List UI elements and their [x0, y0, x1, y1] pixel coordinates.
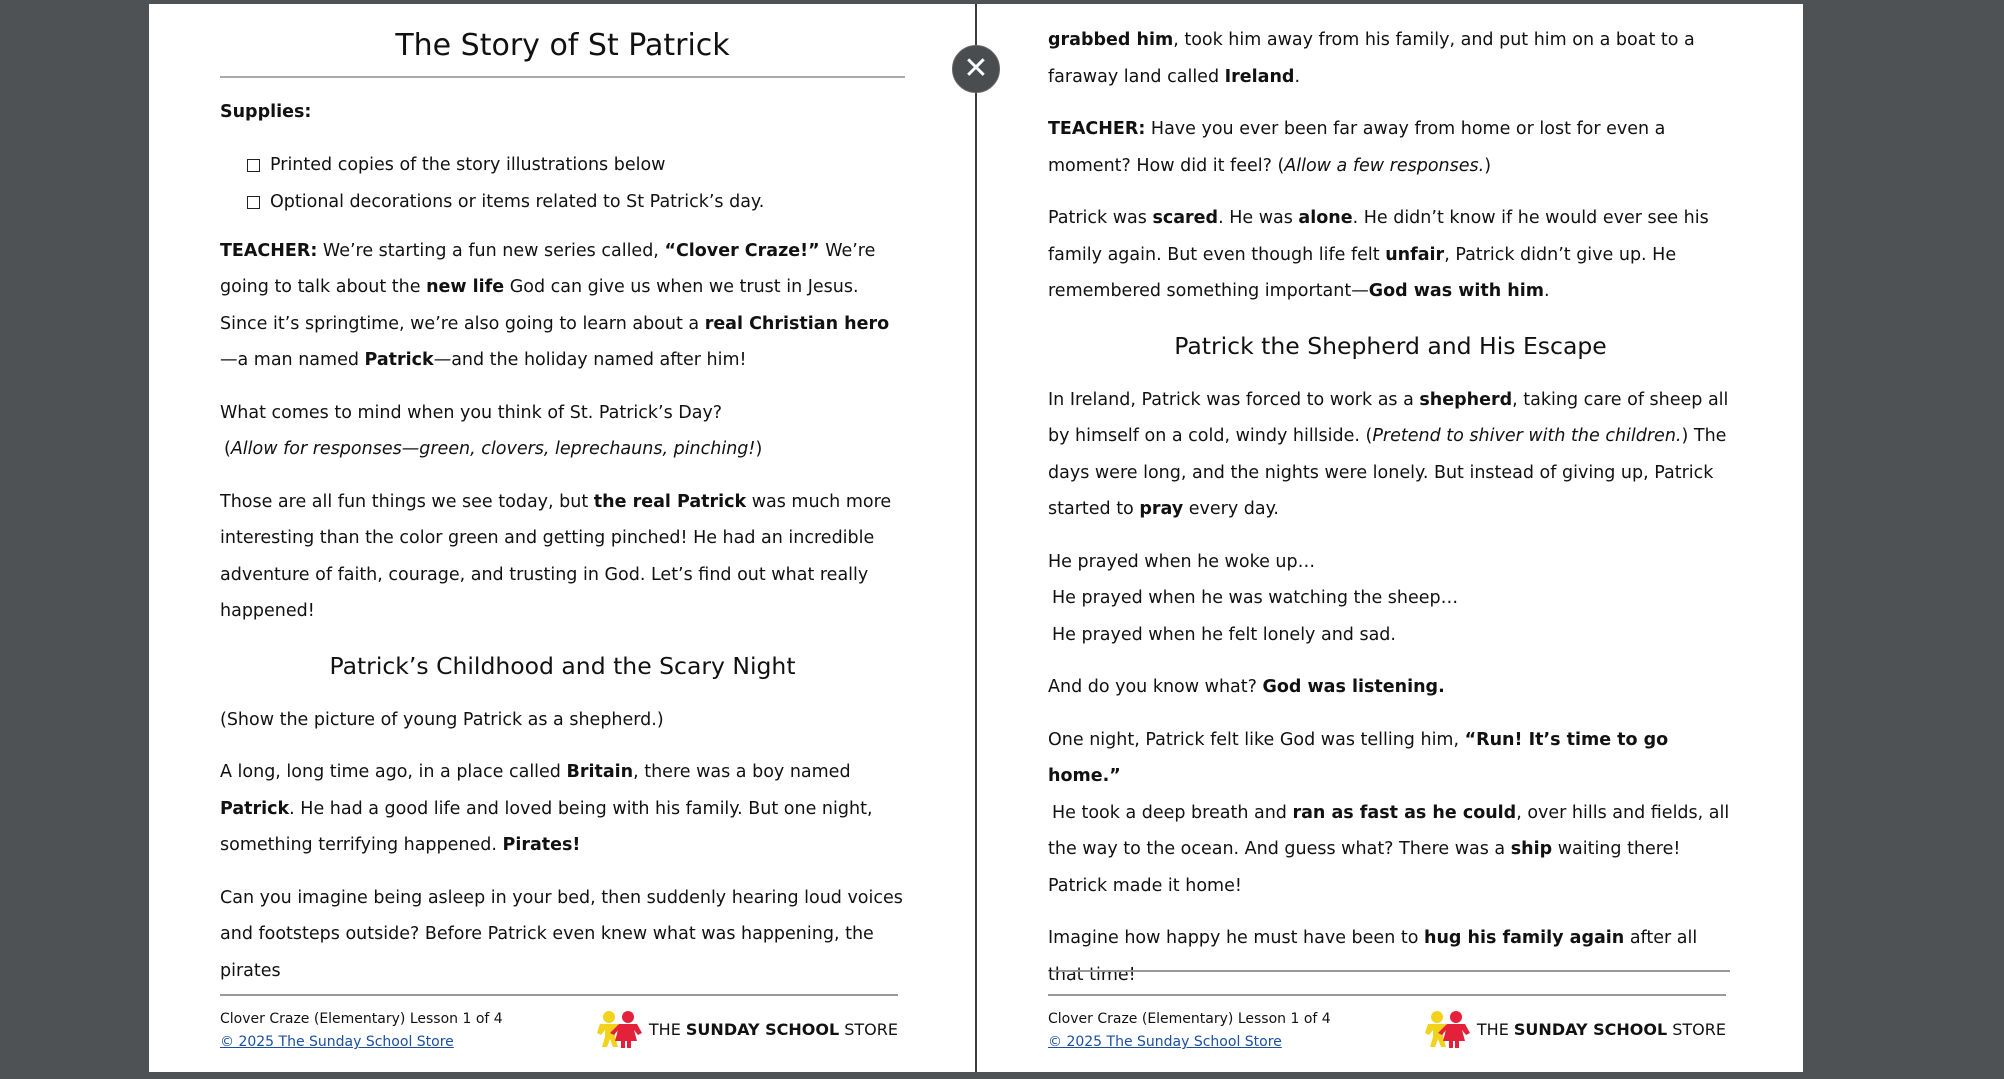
britain-paragraph: A long, long time ago, in a place called Britain, there was a boy named Patrick. He had a good life and loved being with his family. But one night, something terrifying happened. Pirates!	[220, 762, 873, 855]
imagine-paragraph: Can you imagine being asleep in your bed, then suddenly hearing loud voices and footsteps outside? Before Patrick even knew what was happening, the pirates	[220, 887, 903, 981]
section-heading-childhood: Patrick’s Childhood and the Scary Night	[329, 651, 796, 680]
hug-paragraph: Imagine how happy he must have been to hug his family again after all that time!	[1048, 928, 1698, 985]
intro-paragraph: TEACHER: We’re starting a fun new series called, “Clover Craze!” We’re going to talk about the new life God can give us when we trust in Jesus. Since it’s springtime, we’re also going to learn about a real Christian hero—a man named Patrick—and the holiday named after him!	[220, 240, 890, 370]
question-paragraph: What comes to mind when you think of St. Patrick’s Day? (Allow for responses—green, clovers, leprechauns, pinching!)	[220, 402, 763, 459]
supplies-label: Supplies:	[220, 102, 312, 122]
close-button[interactable]	[952, 45, 1000, 93]
prayed-paragraph: He prayed when he woke up… He prayed when he was watching the sheep… He prayed when he felt lonely and sad.	[1048, 551, 1459, 645]
ireland-paragraph: In Ireland, Patrick was forced to work as a shepherd, taking care of sheep all by himself on a cold, windy hillside. (Pretend to shiver with the children.) The days were long, and the nights were lonely. But instead of giving up, Patrick started to pray every day.	[1048, 389, 1729, 519]
real-patrick-paragraph: Those are all fun things we see today, but the real Patrick was much more interesting than the color green and getting pinched! He had an incredible adventure of faith, courage, and trusting in God. Let’s find out what really happened!	[220, 491, 892, 621]
page-footer	[220, 994, 898, 1050]
close-icon: ✕	[963, 51, 989, 86]
teacher-question-paragraph: TEACHER: Have you ever been far away from home or lost for even a moment? How did it feel? (Allow a few responses.)	[1048, 119, 1666, 176]
document-page-2	[977, 4, 1803, 1072]
listening-paragraph: And do you know what? God was listening.	[1048, 677, 1445, 697]
page-content	[220, 26, 905, 1005]
separator-line	[1052, 970, 1730, 972]
document-title: The Story of St Patrick	[220, 26, 905, 78]
brand-logo	[1423, 1010, 1726, 1048]
lesson-label: Clover Craze (Elementary) Lesson 1 of 4	[1048, 1011, 1331, 1027]
kids-logo-icon	[595, 1010, 643, 1048]
grabbed-paragraph: grabbed him, took him away from his family, and put him on a boat to a faraway land called Ireland.	[1048, 30, 1695, 87]
brand-logo	[595, 1010, 898, 1048]
lesson-label: Clover Craze (Elementary) Lesson 1 of 4	[220, 1011, 503, 1027]
run-paragraph: One night, Patrick felt like God was telling him, “Run! It’s time to go home.” He took a deep breath and ran as fast as he could, over hills and fields, all the way to the ocean. And guess what? There was a ship waiting there! Patrick made it home!	[1048, 729, 1730, 896]
scared-paragraph: Patrick was scared. He was alone. He didn’t know if he would ever see his family again. But even though life felt unfair, Patrick didn’t give up. He remembered something important—God was with him.	[1048, 208, 1709, 301]
page-footer	[1048, 994, 1726, 1050]
copyright-link[interactable]: © 2025 The Sunday School Store	[220, 1034, 454, 1050]
checkbox-icon	[247, 196, 260, 209]
kids-logo-icon	[1423, 1010, 1471, 1048]
checkbox-icon	[247, 159, 260, 172]
supplies-checklist	[220, 147, 905, 221]
section-heading-shepherd: Patrick the Shepherd and His Escape	[1174, 331, 1607, 360]
checklist-item: Optional decorations or items related to St Patrick’s day.	[247, 184, 905, 221]
checklist-item: Printed copies of the story illustrations below	[247, 147, 905, 184]
brand-name: THE SUNDAY SCHOOL STORE	[1476, 1019, 1726, 1039]
document-page-1	[149, 4, 975, 1072]
page-content	[1048, 22, 1733, 1009]
show-picture-note: (Show the picture of young Patrick as a shepherd.)	[220, 709, 664, 730]
copyright-link[interactable]: © 2025 The Sunday School Store	[1048, 1034, 1282, 1050]
brand-name: THE SUNDAY SCHOOL STORE	[648, 1019, 898, 1039]
